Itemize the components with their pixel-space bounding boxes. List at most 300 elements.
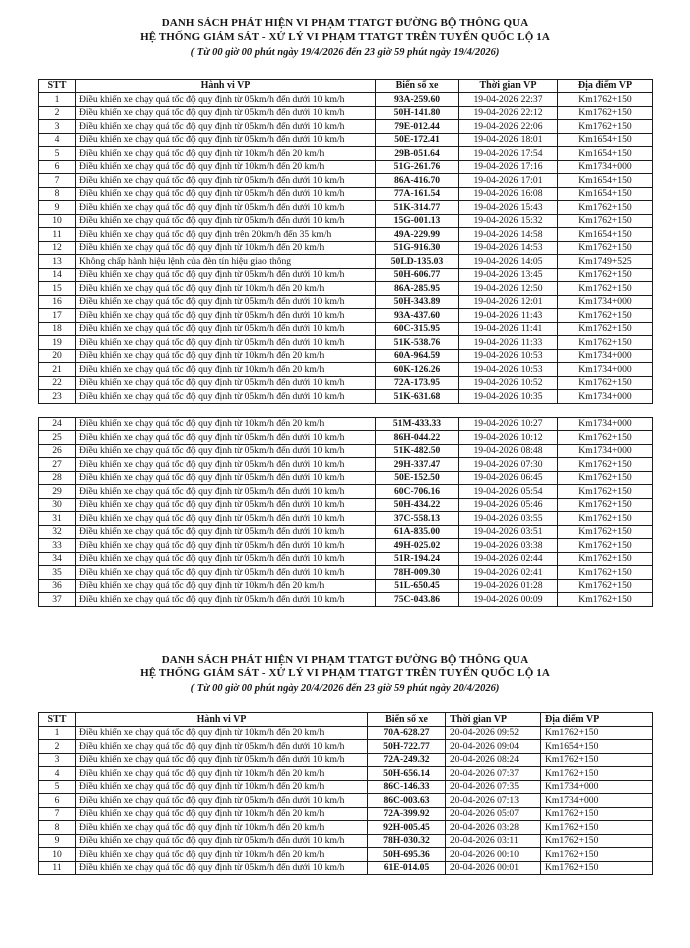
cell-violation: Điều khiển xe chạy quá tốc độ quy định từ 05km/h đến dưới 10 km/h <box>76 295 376 309</box>
table-row <box>39 794 653 808</box>
column-header-stt: STT <box>39 713 76 727</box>
cell-location: Km1734+000 <box>541 780 653 794</box>
cell-time: 19-04-2026 12:01 <box>459 295 558 309</box>
column-header-violation: Hành vi VP <box>76 79 376 93</box>
table-row <box>39 255 653 269</box>
column-header-time: Thời gian VP <box>459 79 558 93</box>
cell-violation: Điều khiển xe chạy quá tốc độ quy định từ 05km/h đến dưới 10 km/h <box>76 93 376 107</box>
violations-table-2 <box>38 712 653 875</box>
cell-stt: 33 <box>39 539 76 553</box>
cell-plate: 61E-014.05 <box>368 861 446 875</box>
cell-plate: 29H-337.47 <box>376 458 459 472</box>
cell-stt: 36 <box>39 579 76 593</box>
cell-time: 19-04-2026 15:32 <box>459 214 558 228</box>
cell-time: 19-04-2026 06:45 <box>459 471 558 485</box>
cell-time: 19-04-2026 03:51 <box>459 525 558 539</box>
cell-violation: Điều khiển xe chạy quá tốc độ quy định từ 10km/h đến 20 km/h <box>76 349 376 363</box>
cell-time: 20-04-2026 00:01 <box>446 861 541 875</box>
cell-plate: 49H-025.02 <box>376 539 459 553</box>
cell-location: Km1762+150 <box>558 309 653 323</box>
cell-plate: 93A-259.60 <box>376 93 459 107</box>
cell-plate: 51L-650.45 <box>376 579 459 593</box>
cell-stt: 2 <box>39 740 76 754</box>
cell-time: 20-04-2026 09:04 <box>446 740 541 754</box>
cell-violation: Điều khiển xe chạy quá tốc độ quy định từ 05km/h đến dưới 10 km/h <box>76 485 376 499</box>
report-subtitle: ( Từ 00 giờ 00 phút ngày 20/4/2026 đến 23 giờ 59 phút ngày 20/4/2026) <box>190 683 500 694</box>
table-row <box>39 579 653 593</box>
cell-time: 19-04-2026 10:53 <box>459 363 558 377</box>
cell-stt: 1 <box>39 726 76 740</box>
cell-time: 19-04-2026 17:16 <box>459 160 558 174</box>
cell-plate: 60K-126.26 <box>376 363 459 377</box>
table-row <box>39 848 653 862</box>
cell-stt: 26 <box>39 444 76 458</box>
cell-location: Km1654+150 <box>558 133 653 147</box>
cell-location: Km1762+150 <box>541 767 653 781</box>
column-header-time: Thời gian VP <box>446 713 541 727</box>
cell-stt: 10 <box>39 848 76 862</box>
cell-stt: 10 <box>39 214 76 228</box>
cell-location: Km1762+150 <box>558 241 653 255</box>
cell-stt: 31 <box>39 512 76 526</box>
cell-location: Km1762+150 <box>541 848 653 862</box>
cell-plate: 49A-229.99 <box>376 228 459 242</box>
table-row <box>39 268 653 282</box>
cell-violation: Điều khiển xe chạy quá tốc độ quy định từ 10km/h đến 20 km/h <box>76 780 368 794</box>
cell-location: Km1762+150 <box>558 593 653 607</box>
cell-location: Km1762+150 <box>558 201 653 215</box>
cell-stt: 35 <box>39 566 76 580</box>
cell-plate: 77A-161.54 <box>376 187 459 201</box>
cell-stt: 14 <box>39 268 76 282</box>
cell-location: Km1762+150 <box>558 539 653 553</box>
cell-plate: 72A-249.32 <box>368 753 446 767</box>
cell-stt: 7 <box>39 174 76 188</box>
cell-stt: 22 <box>39 376 76 390</box>
cell-time: 20-04-2026 03:28 <box>446 821 541 835</box>
cell-plate: 51G-916.30 <box>376 241 459 255</box>
cell-location: Km1734+000 <box>558 444 653 458</box>
cell-stt: 4 <box>39 133 76 147</box>
cell-time: 20-04-2026 07:37 <box>446 767 541 781</box>
cell-time: 19-04-2026 11:43 <box>459 309 558 323</box>
cell-time: 19-04-2026 14:53 <box>459 241 558 255</box>
table-row <box>39 282 653 296</box>
cell-plate: 78H-030.32 <box>368 834 446 848</box>
cell-time: 19-04-2026 05:54 <box>459 485 558 499</box>
cell-location: Km1762+150 <box>558 336 653 350</box>
cell-violation: Điều khiển xe chạy quá tốc độ quy định từ 05km/h đến dưới 10 km/h <box>76 512 376 526</box>
cell-stt: 13 <box>39 255 76 269</box>
cell-stt: 37 <box>39 593 76 607</box>
cell-stt: 11 <box>39 861 76 875</box>
cell-violation: Điều khiển xe chạy quá tốc độ quy định từ 05km/h đến dưới 10 km/h <box>76 753 368 767</box>
cell-plate: 51M-433.33 <box>376 417 459 431</box>
cell-location: Km1654+150 <box>558 187 653 201</box>
cell-stt: 27 <box>39 458 76 472</box>
table-row <box>39 201 653 215</box>
cell-location: Km1762+150 <box>541 807 653 821</box>
cell-plate: 50LD-135.03 <box>376 255 459 269</box>
cell-time: 19-04-2026 10:52 <box>459 376 558 390</box>
cell-time: 19-04-2026 15:43 <box>459 201 558 215</box>
table-row <box>39 390 653 404</box>
cell-plate: 51R-194.24 <box>376 552 459 566</box>
cell-violation: Điều khiển xe chạy quá tốc độ quy định từ 05km/h đến dưới 10 km/h <box>76 214 376 228</box>
cell-stt: 11 <box>39 228 76 242</box>
cell-plate: 86C-003.63 <box>368 794 446 808</box>
cell-plate: 78H-009.30 <box>376 566 459 580</box>
cell-location: Km1734+000 <box>558 349 653 363</box>
cell-violation: Điều khiển xe chạy quá tốc độ quy định từ 05km/h đến dưới 10 km/h <box>76 740 368 754</box>
cell-location: Km1654+150 <box>558 147 653 161</box>
cell-time: 20-04-2026 05:07 <box>446 807 541 821</box>
cell-time: 20-04-2026 07:35 <box>446 780 541 794</box>
table-row <box>39 336 653 350</box>
table-row <box>39 431 653 445</box>
cell-time: 19-04-2026 10:27 <box>459 417 558 431</box>
cell-location: Km1762+150 <box>558 106 653 120</box>
cell-stt: 12 <box>39 241 76 255</box>
cell-violation: Điều khiển xe chạy quá tốc độ quy định từ 10km/h đến 20 km/h <box>76 821 368 835</box>
cell-time: 19-04-2026 10:12 <box>459 431 558 445</box>
cell-plate: 75C-043.86 <box>376 593 459 607</box>
cell-stt: 23 <box>39 390 76 404</box>
report-title-line1: DANH SÁCH PHÁT HIỆN VI PHẠM TTATGT ĐƯỜNG BỘ THÔNG QUA <box>161 17 529 29</box>
cell-time: 19-04-2026 03:38 <box>459 539 558 553</box>
cell-location: Km1762+150 <box>558 120 653 134</box>
cell-location: Km1734+000 <box>558 390 653 404</box>
cell-time: 19-04-2026 22:06 <box>459 120 558 134</box>
cell-stt: 6 <box>39 160 76 174</box>
violations-table-1-block-b <box>38 417 653 607</box>
cell-location: Km1762+150 <box>558 268 653 282</box>
cell-violation: Điều khiển xe chạy quá tốc độ quy định từ 05km/h đến dưới 10 km/h <box>76 309 376 323</box>
cell-location: Km1762+150 <box>558 376 653 390</box>
cell-violation: Điều khiển xe chạy quá tốc độ quy định từ 05km/h đến dưới 10 km/h <box>76 120 376 134</box>
cell-stt: 15 <box>39 282 76 296</box>
table-row <box>39 322 653 336</box>
cell-stt: 1 <box>39 93 76 107</box>
table-row <box>39 821 653 835</box>
cell-time: 20-04-2026 03:11 <box>446 834 541 848</box>
report-subtitle: ( Từ 00 giờ 00 phút ngày 19/4/2026 đến 23 giờ 59 phút ngày 19/4/2026) <box>190 46 500 58</box>
table-row <box>39 780 653 794</box>
cell-plate: 29B-051.64 <box>376 147 459 161</box>
cell-violation: Điều khiển xe chạy quá tốc độ quy định từ 10km/h đến 20 km/h <box>76 363 376 377</box>
cell-violation: Điều khiển xe chạy quá tốc độ quy định từ 10km/h đến 20 km/h <box>76 848 368 862</box>
table-row <box>39 593 653 607</box>
cell-time: 19-04-2026 02:44 <box>459 552 558 566</box>
table-row <box>39 363 653 377</box>
report-title-line1: DANH SÁCH PHÁT HIỆN VI PHẠM TTATGT ĐƯỜNG BỘ THÔNG QUA <box>161 653 529 666</box>
cell-location: Km1762+150 <box>558 322 653 336</box>
cell-time: 19-04-2026 03:55 <box>459 512 558 526</box>
cell-location: Km1762+150 <box>558 93 653 107</box>
cell-plate: 50H-141.80 <box>376 106 459 120</box>
cell-location: Km1734+000 <box>558 295 653 309</box>
cell-violation: Điều khiển xe chạy quá tốc độ quy định từ 05km/h đến dưới 10 km/h <box>76 834 368 848</box>
cell-time: 19-04-2026 11:41 <box>459 322 558 336</box>
cell-plate: 86A-285.95 <box>376 282 459 296</box>
cell-location: Km1654+150 <box>541 740 653 754</box>
cell-plate: 37C-558.13 <box>376 512 459 526</box>
cell-stt: 32 <box>39 525 76 539</box>
cell-plate: 50H-343.89 <box>376 295 459 309</box>
report-title-line2: HỆ THỐNG GIÁM SÁT - XỬ LÝ VI PHẠM TTATGT TRÊN TUYẾN QUỐC LỘ 1A <box>140 30 550 43</box>
column-header-stt: STT <box>39 79 76 93</box>
cell-time: 19-04-2026 01:28 <box>459 579 558 593</box>
cell-time: 19-04-2026 12:50 <box>459 282 558 296</box>
cell-plate: 86C-146.33 <box>368 780 446 794</box>
table-row <box>39 512 653 526</box>
table-row <box>39 417 653 431</box>
table-row <box>39 93 653 107</box>
cell-violation: Điều khiển xe chạy quá tốc độ quy định từ 05km/h đến dưới 10 km/h <box>76 498 376 512</box>
cell-location: Km1749+525 <box>558 255 653 269</box>
table-row <box>39 807 653 821</box>
cell-plate: 72A-399.92 <box>368 807 446 821</box>
cell-plate: 50H-656.14 <box>368 767 446 781</box>
table-row <box>39 228 653 242</box>
table-row <box>39 552 653 566</box>
cell-location: Km1734+000 <box>558 160 653 174</box>
cell-violation: Điều khiển xe chạy quá tốc độ quy định từ 05km/h đến dưới 10 km/h <box>76 187 376 201</box>
cell-stt: 6 <box>39 794 76 808</box>
table-row <box>39 309 653 323</box>
cell-location: Km1762+150 <box>558 525 653 539</box>
table-row <box>39 106 653 120</box>
cell-time: 20-04-2026 08:24 <box>446 753 541 767</box>
cell-violation: Điều khiển xe chạy quá tốc độ quy định từ 05km/h đến dưới 10 km/h <box>76 376 376 390</box>
cell-plate: 92H-005.45 <box>368 821 446 835</box>
cell-violation: Điều khiển xe chạy quá tốc độ quy định từ 10km/h đến 20 km/h <box>76 160 376 174</box>
cell-violation: Điều khiển xe chạy quá tốc độ quy định từ 05km/h đến dưới 10 km/h <box>76 174 376 188</box>
table-row <box>39 133 653 147</box>
cell-plate: 50H-695.36 <box>368 848 446 862</box>
cell-stt: 3 <box>39 753 76 767</box>
cell-stt: 28 <box>39 471 76 485</box>
table-row <box>39 214 653 228</box>
cell-time: 20-04-2026 09:52 <box>446 726 541 740</box>
cell-violation: Điều khiển xe chạy quá tốc độ quy định từ 05km/h đến dưới 10 km/h <box>76 458 376 472</box>
cell-violation: Điều khiển xe chạy quá tốc độ quy định từ 10km/h đến 20 km/h <box>76 807 368 821</box>
cell-stt: 4 <box>39 767 76 781</box>
table-row <box>39 740 653 754</box>
cell-time: 19-04-2026 14:58 <box>459 228 558 242</box>
cell-stt: 24 <box>39 417 76 431</box>
cell-stt: 30 <box>39 498 76 512</box>
cell-plate: 79E-012.44 <box>376 120 459 134</box>
table-row <box>39 525 653 539</box>
cell-location: Km1762+150 <box>558 552 653 566</box>
cell-time: 19-04-2026 14:05 <box>459 255 558 269</box>
cell-location: Km1762+150 <box>541 753 653 767</box>
cell-plate: 70A-628.27 <box>368 726 446 740</box>
cell-plate: 51K-538.76 <box>376 336 459 350</box>
cell-stt: 19 <box>39 336 76 350</box>
cell-violation: Điều khiển xe chạy quá tốc độ quy định từ 10km/h đến 20 km/h <box>76 241 376 255</box>
cell-location: Km1654+150 <box>558 228 653 242</box>
cell-time: 19-04-2026 10:53 <box>459 349 558 363</box>
cell-location: Km1762+150 <box>558 471 653 485</box>
cell-violation: Điều khiển xe chạy quá tốc độ quy định từ 05km/h đến dưới 10 km/h <box>76 133 376 147</box>
cell-violation: Điều khiển xe chạy quá tốc độ quy định từ 05km/h đến dưới 10 km/h <box>76 201 376 215</box>
cell-time: 19-04-2026 02:41 <box>459 566 558 580</box>
cell-plate: 15G-001.13 <box>376 214 459 228</box>
cell-time: 19-04-2026 05:46 <box>459 498 558 512</box>
report-section-20-04 <box>0 654 690 876</box>
table-row <box>39 539 653 553</box>
cell-violation: Điều khiển xe chạy quá tốc độ quy định từ 05km/h đến dưới 10 km/h <box>76 390 376 404</box>
table-row <box>39 444 653 458</box>
cell-time: 19-04-2026 16:08 <box>459 187 558 201</box>
cell-violation: Điều khiển xe chạy quá tốc độ quy định từ 10km/h đến 20 km/h <box>76 767 368 781</box>
cell-plate: 50H-606.77 <box>376 268 459 282</box>
cell-location: Km1762+150 <box>541 834 653 848</box>
cell-location: Km1762+150 <box>558 566 653 580</box>
cell-time: 19-04-2026 17:01 <box>459 174 558 188</box>
cell-plate: 51K-631.68 <box>376 390 459 404</box>
cell-violation: Điều khiển xe chạy quá tốc độ quy định từ 05km/h đến dưới 10 km/h <box>76 106 376 120</box>
cell-stt: 29 <box>39 485 76 499</box>
cell-location: Km1734+000 <box>541 794 653 808</box>
cell-plate: 60C-315.95 <box>376 322 459 336</box>
cell-violation: Điều khiển xe chạy quá tốc độ quy định từ 05km/h đến dưới 10 km/h <box>76 794 368 808</box>
table-header-row <box>39 713 653 727</box>
cell-violation: Điều khiển xe chạy quá tốc độ quy định từ 05km/h đến dưới 10 km/h <box>76 431 376 445</box>
cell-stt: 8 <box>39 187 76 201</box>
cell-location: Km1762+150 <box>558 498 653 512</box>
cell-violation: Điều khiển xe chạy quá tốc độ quy định từ 10km/h đến 20 km/h <box>76 147 376 161</box>
table-row <box>39 498 653 512</box>
cell-stt: 5 <box>39 780 76 794</box>
cell-location: Km1762+150 <box>558 282 653 296</box>
cell-violation: Điều khiển xe chạy quá tốc độ quy định từ 05km/h đến dưới 10 km/h <box>76 593 376 607</box>
cell-location: Km1762+150 <box>558 579 653 593</box>
cell-stt: 8 <box>39 821 76 835</box>
cell-location: Km1762+150 <box>558 512 653 526</box>
table-row <box>39 295 653 309</box>
table-row <box>39 120 653 134</box>
table-row <box>39 349 653 363</box>
cell-plate: 86A-416.70 <box>376 174 459 188</box>
cell-stt: 5 <box>39 147 76 161</box>
cell-violation: Điều khiển xe chạy quá tốc độ quy định từ 05km/h đến dưới 10 km/h <box>76 444 376 458</box>
cell-time: 19-04-2026 22:12 <box>459 106 558 120</box>
cell-location: Km1654+150 <box>558 174 653 188</box>
cell-violation: Điều khiển xe chạy quá tốc độ quy định từ 10km/h đến 20 km/h <box>76 282 376 296</box>
cell-location: Km1762+150 <box>541 726 653 740</box>
cell-violation: Điều khiển xe chạy quá tốc độ quy định từ 10km/h đến 20 km/h <box>76 417 376 431</box>
cell-time: 20-04-2026 00:10 <box>446 848 541 862</box>
cell-plate: 50H-434.22 <box>376 498 459 512</box>
cell-violation: Điều khiển xe chạy quá tốc độ quy định từ 05km/h đến dưới 10 km/h <box>76 525 376 539</box>
cell-location: Km1762+150 <box>558 458 653 472</box>
cell-location: Km1762+150 <box>558 431 653 445</box>
table-header-row <box>39 79 653 93</box>
cell-time: 19-04-2026 00:09 <box>459 593 558 607</box>
cell-violation: Điều khiển xe chạy quá tốc độ quy định từ 05km/h đến dưới 10 km/h <box>76 322 376 336</box>
table-row <box>39 376 653 390</box>
cell-violation: Điều khiển xe chạy quá tốc độ quy định từ 10km/h đến 20 km/h <box>76 726 368 740</box>
cell-location: Km1762+150 <box>541 861 653 875</box>
cell-stt: 25 <box>39 431 76 445</box>
table-row <box>39 726 653 740</box>
violations-table-1-block-a <box>38 79 653 404</box>
cell-stt: 20 <box>39 349 76 363</box>
cell-plate: 51K-314.77 <box>376 201 459 215</box>
cell-time: 20-04-2026 07:13 <box>446 794 541 808</box>
cell-plate: 60A-964.59 <box>376 349 459 363</box>
cell-plate: 60C-706.16 <box>376 485 459 499</box>
table-row <box>39 187 653 201</box>
report-title-line2: HỆ THỐNG GIÁM SÁT - XỬ LÝ VI PHẠM TTATGT TRÊN TUYẾN QUỐC LỘ 1A <box>140 667 550 679</box>
table-row <box>39 861 653 875</box>
cell-violation: Điều khiển xe chạy quá tốc độ quy định từ 05km/h đến dưới 10 km/h <box>76 268 376 282</box>
cell-violation: Điều khiển xe chạy quá tốc độ quy định từ 05km/h đến dưới 10 km/h <box>76 471 376 485</box>
cell-stt: 9 <box>39 834 76 848</box>
cell-plate: 72A-173.95 <box>376 376 459 390</box>
cell-stt: 16 <box>39 295 76 309</box>
table-row <box>39 174 653 188</box>
cell-time: 19-04-2026 18:01 <box>459 133 558 147</box>
cell-plate: 86H-044.22 <box>376 431 459 445</box>
cell-violation: Điều khiển xe chạy quá tốc độ quy định từ 05km/h đến dưới 10 km/h <box>76 552 376 566</box>
cell-location: Km1762+150 <box>558 214 653 228</box>
cell-time: 19-04-2026 11:33 <box>459 336 558 350</box>
cell-violation: Điều khiển xe chạy quá tốc độ quy định trên 20km/h đến 35 km/h <box>76 228 376 242</box>
cell-stt: 2 <box>39 106 76 120</box>
table-row <box>39 767 653 781</box>
cell-violation: Điều khiển xe chạy quá tốc độ quy định từ 05km/h đến dưới 10 km/h <box>76 336 376 350</box>
cell-location: Km1762+150 <box>558 485 653 499</box>
cell-violation: Điều khiển xe chạy quá tốc độ quy định từ 05km/h đến dưới 10 km/h <box>76 539 376 553</box>
column-header-plate: Biển số xe <box>376 79 459 93</box>
cell-plate: 50E-172.41 <box>376 133 459 147</box>
table-row <box>39 147 653 161</box>
column-header-plate: Biển số xe <box>368 713 446 727</box>
cell-time: 19-04-2026 13:45 <box>459 268 558 282</box>
cell-time: 19-04-2026 17:54 <box>459 147 558 161</box>
cell-violation: Điều khiển xe chạy quá tốc độ quy định từ 05km/h đến dưới 10 km/h <box>76 861 368 875</box>
column-header-violation: Hành vi VP <box>76 713 368 727</box>
cell-time: 19-04-2026 10:35 <box>459 390 558 404</box>
table-row <box>39 485 653 499</box>
table-row <box>39 241 653 255</box>
cell-stt: 7 <box>39 807 76 821</box>
cell-time: 19-04-2026 07:30 <box>459 458 558 472</box>
cell-stt: 21 <box>39 363 76 377</box>
cell-location: Km1762+150 <box>541 821 653 835</box>
table-row <box>39 753 653 767</box>
table-row <box>39 566 653 580</box>
cell-stt: 17 <box>39 309 76 323</box>
cell-stt: 18 <box>39 322 76 336</box>
cell-stt: 9 <box>39 201 76 215</box>
cell-violation: Điều khiển xe chạy quá tốc độ quy định từ 10km/h đến 20 km/h <box>76 579 376 593</box>
cell-stt: 34 <box>39 552 76 566</box>
cell-plate: 50E-152.50 <box>376 471 459 485</box>
column-header-location: Địa điểm VP <box>541 713 653 727</box>
cell-time: 19-04-2026 08:48 <box>459 444 558 458</box>
table-row <box>39 458 653 472</box>
cell-plate: 51G-261.76 <box>376 160 459 174</box>
cell-plate: 51K-482.50 <box>376 444 459 458</box>
cell-violation: Điều khiển xe chạy quá tốc độ quy định từ 05km/h đến dưới 10 km/h <box>76 566 376 580</box>
cell-time: 19-04-2026 22:37 <box>459 93 558 107</box>
cell-stt: 3 <box>39 120 76 134</box>
